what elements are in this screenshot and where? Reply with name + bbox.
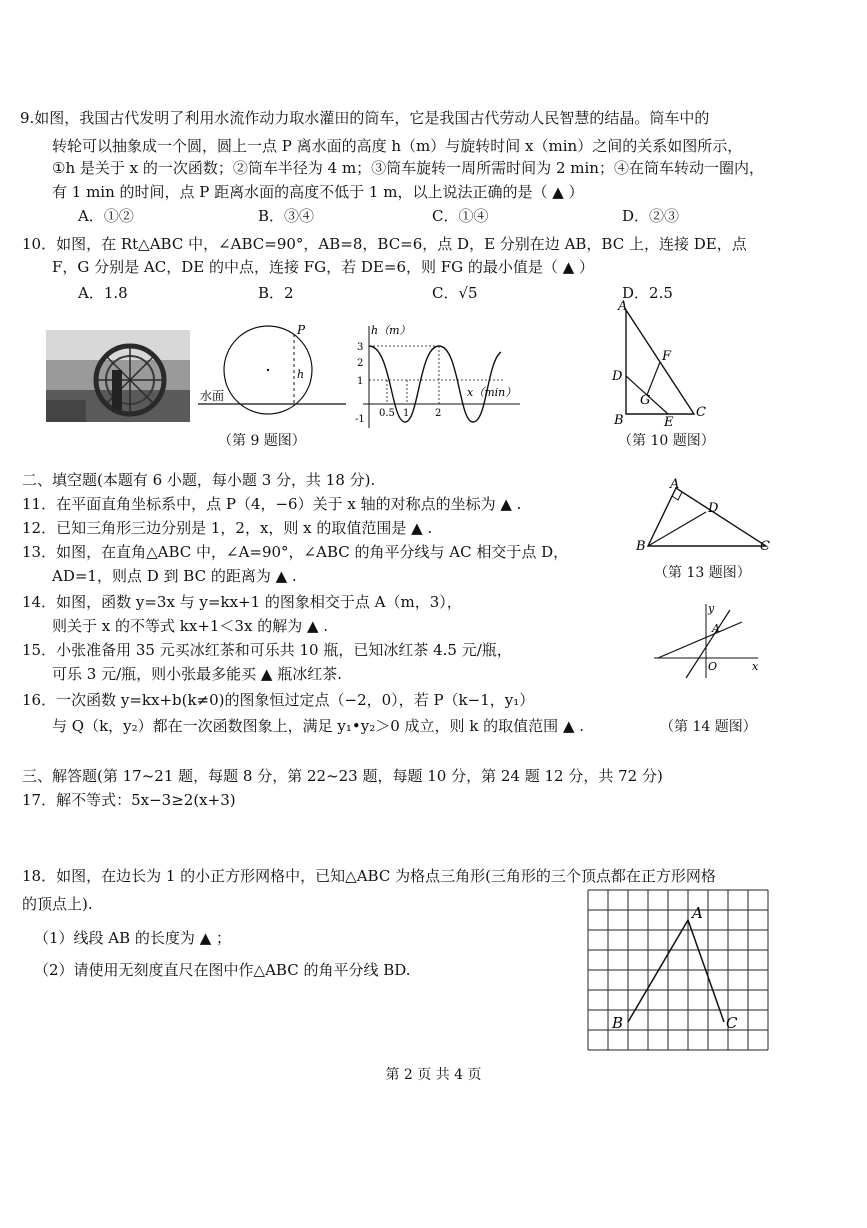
q10-label-d: D — [612, 369, 623, 384]
q18-label-c: C — [726, 1014, 738, 1032]
section2-title: 二、填空题(本题有 6 小题，每小题 3 分，共 18 分). — [22, 471, 376, 489]
graph-y-tick-1: 1 — [357, 376, 364, 387]
graph-x-tick-2: 2 — [435, 408, 442, 419]
q9-option-b: B．③④ — [258, 207, 315, 225]
circle-label-h: h — [297, 368, 305, 381]
q18-label-a: A — [692, 904, 703, 922]
q15-line2: 可乐 3 元/瓶，则小张最多能买 ▲ 瓶冰红茶. — [52, 665, 342, 683]
fig14-caption: （第 14 题图） — [660, 719, 757, 735]
q10-line2: F，G 分别是 AC，DE 的中点，连接 FG，若 DE=6，则 FG 的最小值是（ ▲ ） — [52, 258, 594, 276]
water-label: 水面 — [200, 389, 225, 403]
q10-option-c: C．√5 — [432, 284, 478, 302]
graph-x-tick-1: 1 — [403, 408, 410, 419]
q9-option-c: C．①④ — [432, 207, 489, 225]
fig9-caption: （第 9 题图） — [218, 433, 306, 449]
q13-label-c: C — [760, 539, 770, 554]
section3-title: 三、解答题(第 17~21 题，每题 8 分，第 22~23 题，每题 10 分，第 24 题 12 分，共 72 分) — [22, 767, 663, 785]
q10-option-a: A．1.8 — [78, 284, 128, 302]
q9-line4: 有 1 min 的时间，点 P 距离水面的高度不低于 1 m，以上说法正确的是（ ▲ ） — [52, 183, 584, 201]
fig10-caption: （第 10 题图） — [618, 433, 715, 449]
page-number: 第 2 页 共 4 页 — [385, 1067, 482, 1083]
graph-y-axis-label: h（m） — [371, 324, 411, 337]
q12-text: 12．已知三角形三边分别是 1，2，x，则 x 的取值范围是 ▲ . — [22, 519, 433, 537]
graph-y-tick-3: 3 — [357, 342, 364, 353]
q13-line2: AD=1，则点 D 到 BC 的距离为 ▲ . — [52, 567, 297, 585]
graph-x-tick-05: 0.5 — [379, 408, 395, 419]
q9-option-d: D．②③ — [622, 207, 680, 225]
graph-y-tick-neg1: -1 — [355, 414, 365, 425]
q16-line2: 与 Q（k，y₂）都在一次函数图象上，满足 y₁•y₂＞0 成立，则 k 的取值范围 ▲ . — [52, 717, 585, 735]
q18-line1: 18．如图，在边长为 1 的小正方形网格中，已知△ABC 为格点三角形(三角形的三个顶点都在正方形网格 — [22, 867, 716, 885]
q15-line1: 15．小张准备用 35 元买冰红茶和可乐共 10 瓶，已知冰红茶 4.5 元/瓶， — [22, 641, 512, 659]
q14-label-a: A — [712, 622, 720, 635]
graph-y-tick-2: 2 — [357, 358, 364, 369]
q9-line1: 9.如图，我国古代发明了利用水流作动力取水灌田的筒车，它是我国古代劳动人民智慧的结晶。筒车中的 — [20, 109, 710, 127]
q13-label-b: B — [636, 539, 646, 554]
q14-label-o: O — [708, 660, 718, 673]
q14-label-y: y — [708, 602, 715, 615]
circle-label-p: P — [297, 323, 306, 337]
water-wheel-photo — [46, 330, 190, 422]
q14-line1: 14．如图，函数 y=3x 与 y=kx+1 的图象相交于点 A（m，3）， — [22, 593, 462, 611]
q10-label-e: E — [664, 415, 674, 428]
q14-line2: 则关于 x 的不等式 kx+1＜3x 的解为 ▲ . — [52, 617, 329, 635]
triangle-q13-figure — [632, 476, 782, 558]
fig13-caption: （第 13 题图） — [654, 565, 751, 581]
wheel-circle-diagram — [198, 322, 348, 424]
q13-label-a: A — [670, 477, 680, 492]
q10-line1: 10．如图，在 Rt△ABC 中，∠ABC=90°，AB=8，BC=6，点 D，E 分别在边 AB，BC 上，连接 DE，点 — [22, 235, 747, 253]
grid-q18-figure — [584, 886, 770, 1056]
triangle-q10-figure — [600, 298, 720, 428]
height-time-graph — [355, 322, 525, 432]
q17-text: 17．解不等式：5x−3≥2(x+3) — [22, 791, 236, 809]
graph-q14-figure — [650, 600, 762, 680]
q14-label-x: x — [752, 660, 759, 673]
q16-line1: 16．一次函数 y=kx+b(k≠0)的图象恒过定点（−2，0），若 P（k−1，y₁） — [22, 691, 535, 709]
q10-label-b: B — [614, 413, 624, 428]
q11-text: 11．在平面直角坐标系中，点 P（4，−6）关于 x 轴的对称点的坐标为 ▲ . — [22, 495, 522, 513]
q10-label-g: G — [640, 393, 651, 408]
q18-part1: （1）线段 AB 的长度为 ▲ ； — [34, 929, 232, 947]
q18-part2: （2）请使用无刻度直尺在图中作△ABC 的角平分线 BD. — [34, 961, 411, 979]
graph-x-axis-label: x（min） — [467, 386, 517, 399]
q10-option-d: D．2.5 — [622, 284, 673, 302]
q9-option-a: A．①② — [78, 207, 134, 225]
q18-label-b: B — [612, 1014, 624, 1032]
q18-line2: 的顶点上). — [22, 895, 93, 913]
q10-label-a: A — [618, 299, 628, 314]
q10-label-c: C — [696, 405, 706, 420]
q10-option-b: B．2 — [258, 284, 294, 302]
q9-line2: 转轮可以抽象成一个圆，圆上一点 P 离水面的高度 h（m）与旋转时间 x（min）之间的关系如图所示， — [52, 137, 743, 155]
q10-label-f: F — [662, 349, 672, 364]
q13-line1: 13．如图，在直角△ABC 中，∠A=90°，∠ABC 的角平分线与 AC 相交于点 D， — [22, 543, 569, 561]
q13-label-d: D — [708, 501, 719, 516]
q9-line3: ①h 是关于 x 的一次函数；②筒车半径为 4 m；③筒车旋转一周所需时间为 2 min；④在筒车转动一圈内， — [52, 159, 764, 177]
